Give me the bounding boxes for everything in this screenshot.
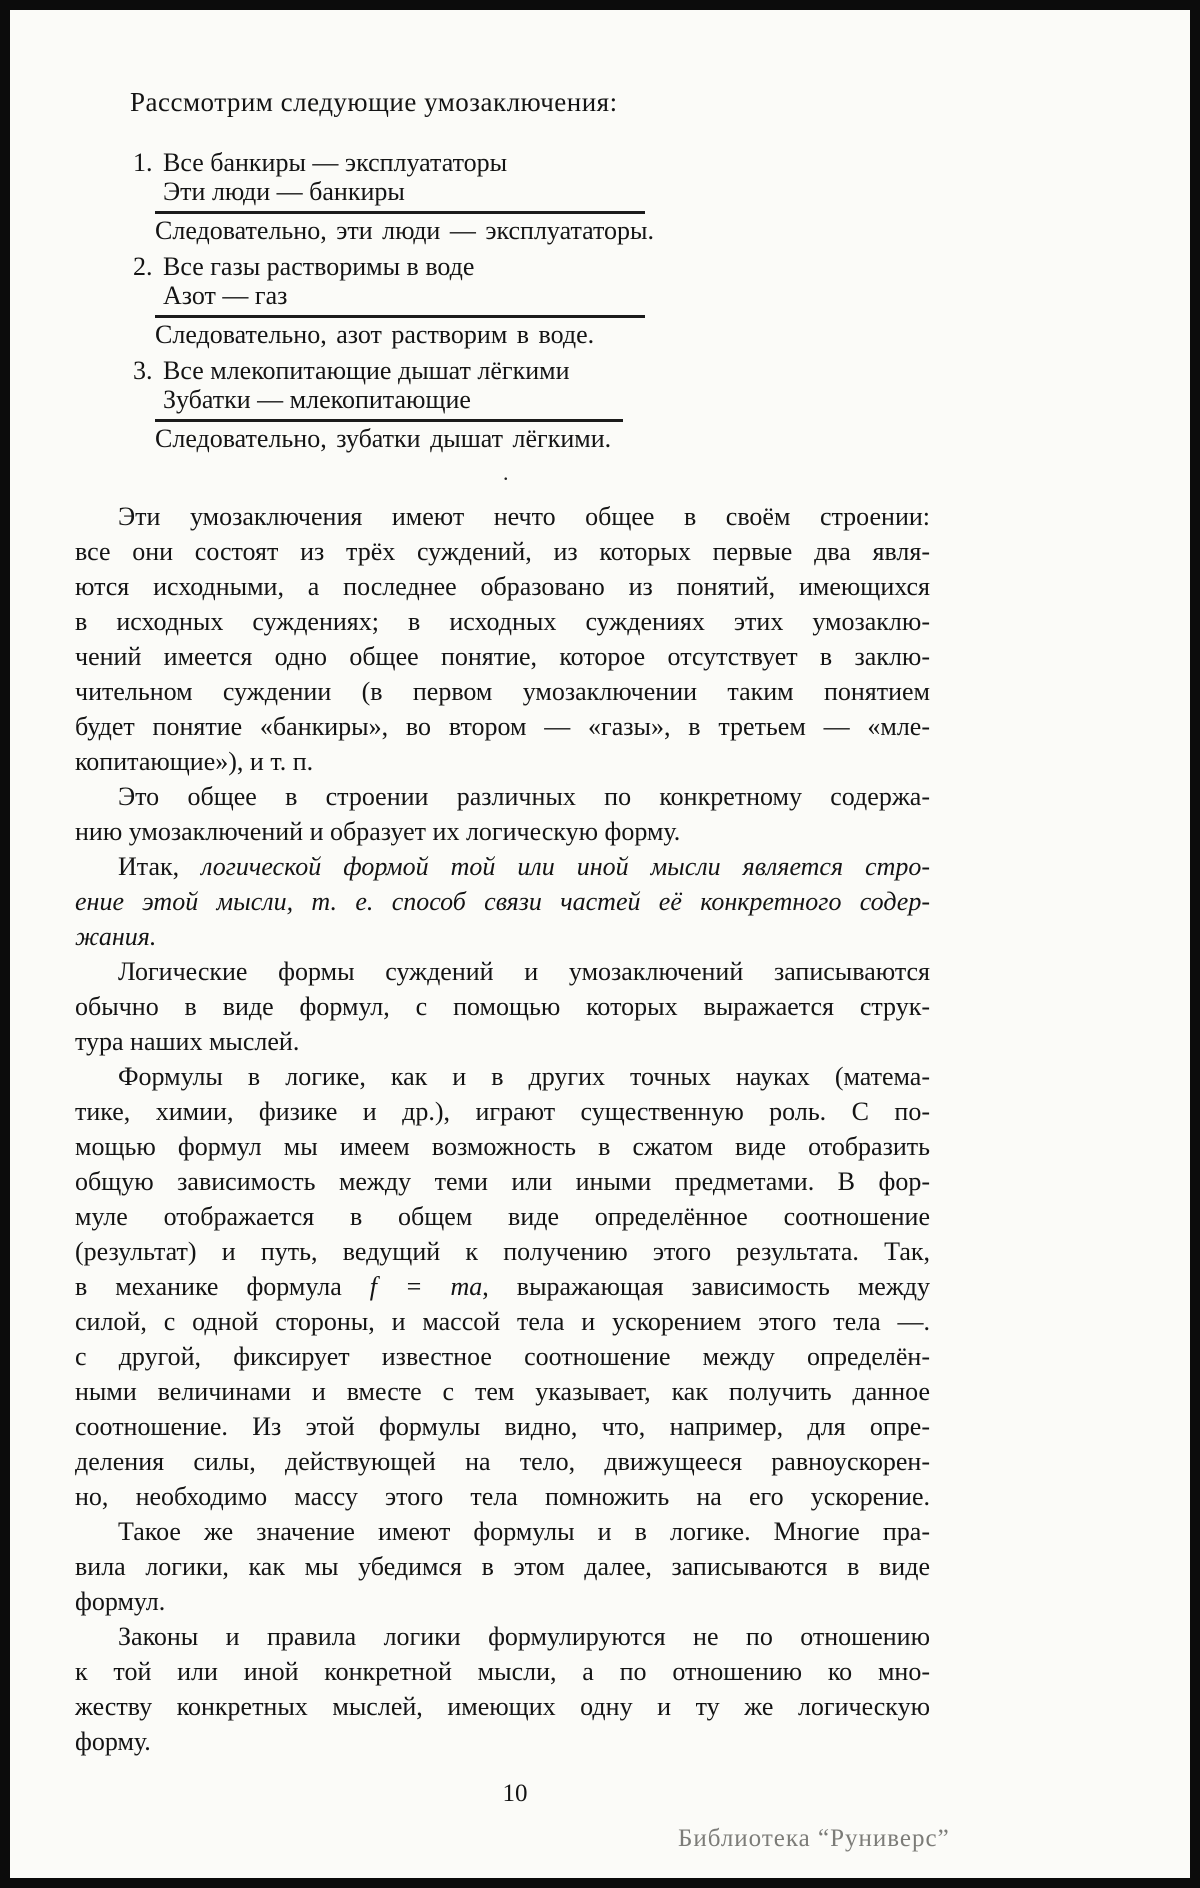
intro-heading: Рассмотрим следующие умозаключения: xyxy=(130,87,618,117)
inference-rule-line xyxy=(155,211,645,214)
body-text xyxy=(75,499,930,1759)
paragraph xyxy=(75,1619,930,1759)
inference-rule-line xyxy=(155,419,623,422)
text-line: будет понятие «банкиры», во втором — «газы», в третьем — «мле- xyxy=(75,712,930,741)
text-line: Логические формы суждений и умозаключений записываются xyxy=(118,957,930,986)
text-line: мощью формул мы имеем возможность в сжатом виде отобразить xyxy=(75,1132,930,1161)
text-line: все они состоят из трёх суждений, из которых первые два явля- xyxy=(75,537,930,566)
text-line: но, необходимо массу этого тела помножить на его ускорение. xyxy=(75,1482,930,1511)
text-line: Формулы в логике, как и в других точных науках (матема- xyxy=(118,1062,930,1091)
text-line: с другой, фиксирует известное соотношение между определён- xyxy=(75,1342,930,1371)
definition-italic: ение этой мысли, т. е. способ связи частей её конкретного содер- xyxy=(75,887,930,916)
text-line: формул. xyxy=(75,1587,166,1616)
text-line: копитающие»), и т. п. xyxy=(75,747,314,776)
text-line: тура наших мыслей. xyxy=(75,1027,300,1056)
syllogism-number: 2. xyxy=(133,252,153,281)
text-line: обычно в виде формул, с помощью которых выражается струк- xyxy=(75,992,930,1021)
text-line: силой, с одной стороны, и массой тела и ускорением этого тела —. xyxy=(75,1307,930,1336)
text-line-with-formula xyxy=(75,1269,930,1304)
premise-line: Все банкиры — эксплуататоры xyxy=(163,148,508,177)
paragraph xyxy=(75,1059,930,1514)
library-watermark: Библиотека “Руниверс” xyxy=(678,1825,950,1852)
text-line: Эти умозаключения имеют нечто общее в своём строении: xyxy=(118,502,930,531)
text-line: ются исходными, а последнее образовано из понятий, имеющихся xyxy=(75,572,930,601)
text-line: вила логики, как мы убедимся в этом далее, записываются в виде xyxy=(75,1552,930,1581)
text-line: тике, химии, физике и др.), играют существенную роль. С по- xyxy=(75,1097,930,1126)
syllogism-list xyxy=(133,148,654,460)
paragraph-definition xyxy=(75,849,930,954)
text-line: нию умозаключений и образует их логическую форму. xyxy=(75,817,681,846)
premise-line: Эти люди — банкиры xyxy=(163,177,405,206)
text-line: (результат) и путь, ведущий к получению этого результата. Так, xyxy=(75,1237,930,1266)
syllogism-number: 1. xyxy=(133,148,153,177)
premise-line: Все млекопитающие дышат лёгкими xyxy=(163,356,570,385)
scan-artifact-dot: . xyxy=(503,460,509,485)
definition-italic: логической формой той или иной мысли является стро- xyxy=(201,852,930,881)
inference-rule-line xyxy=(155,315,645,318)
formula-pre-text: в механике формула xyxy=(75,1272,370,1301)
text-line: в исходных суждениях; в исходных суждениях этих умозаклю- xyxy=(75,607,930,636)
text-line: форму. xyxy=(75,1727,151,1756)
text-line: соотношение. Из этой формулы видно, что, например, для опре- xyxy=(75,1412,930,1441)
text-line: к той или иной конкретной мысли, а по отношению ко мно- xyxy=(75,1657,930,1686)
syllogism-3 xyxy=(133,356,654,453)
conclusion-line: Следовательно, азот растворим в воде. xyxy=(155,320,595,349)
premise-line: Все газы растворимы в воде xyxy=(163,252,475,281)
paragraph xyxy=(75,499,930,779)
text-line: Это общее в строении различных по конкретному содержа- xyxy=(118,782,930,811)
paragraph xyxy=(75,1514,930,1619)
paragraph xyxy=(75,779,930,849)
syllogism-2 xyxy=(133,252,654,349)
page-number: 10 xyxy=(502,1780,528,1807)
premise-line: Зубатки — млекопитающие xyxy=(163,385,471,414)
text-line xyxy=(75,919,930,954)
text-line xyxy=(75,849,930,884)
text-line: ными величинами и вместе с тем указывает, как получить данное xyxy=(75,1377,930,1406)
premise-line: Азот — газ xyxy=(163,281,288,310)
text-line: чений имеется одно общее понятие, которое отсутствует в заклю- xyxy=(75,642,930,671)
text-line: муле отображается в общем виде определённое соотношение xyxy=(75,1202,930,1231)
formula-post-text: , выражающая зависимость между xyxy=(482,1272,931,1301)
text-line: Законы и правила логики формулируются не по отношению xyxy=(118,1622,930,1651)
conclusion-line: Следовательно, зубатки дышат лёгкими. xyxy=(155,424,612,453)
definition-lead: Итак, xyxy=(118,852,202,881)
text-line: деления силы, действующей на тело, движущееся равноускорен- xyxy=(75,1447,930,1476)
definition-italic: жания. xyxy=(75,922,157,951)
syllogism-1 xyxy=(133,148,654,245)
formula-f-ma: f = ma xyxy=(369,1272,483,1301)
text-line: общую зависимость между теми или иными предметами. В фор- xyxy=(75,1167,930,1196)
text-line: Такое же значение имеют формулы и в логике. Многие пра- xyxy=(118,1517,930,1546)
paragraph xyxy=(75,954,930,1059)
syllogism-number: 3. xyxy=(133,356,153,385)
text-line: жеству конкретных мыслей, имеющих одну и ту же логическую xyxy=(75,1692,930,1721)
text-line: чительном суждении (в первом умозаключении таким понятием xyxy=(75,677,930,706)
text-line xyxy=(75,884,930,919)
conclusion-line: Следовательно, эти люди — эксплуататоры. xyxy=(155,216,654,245)
